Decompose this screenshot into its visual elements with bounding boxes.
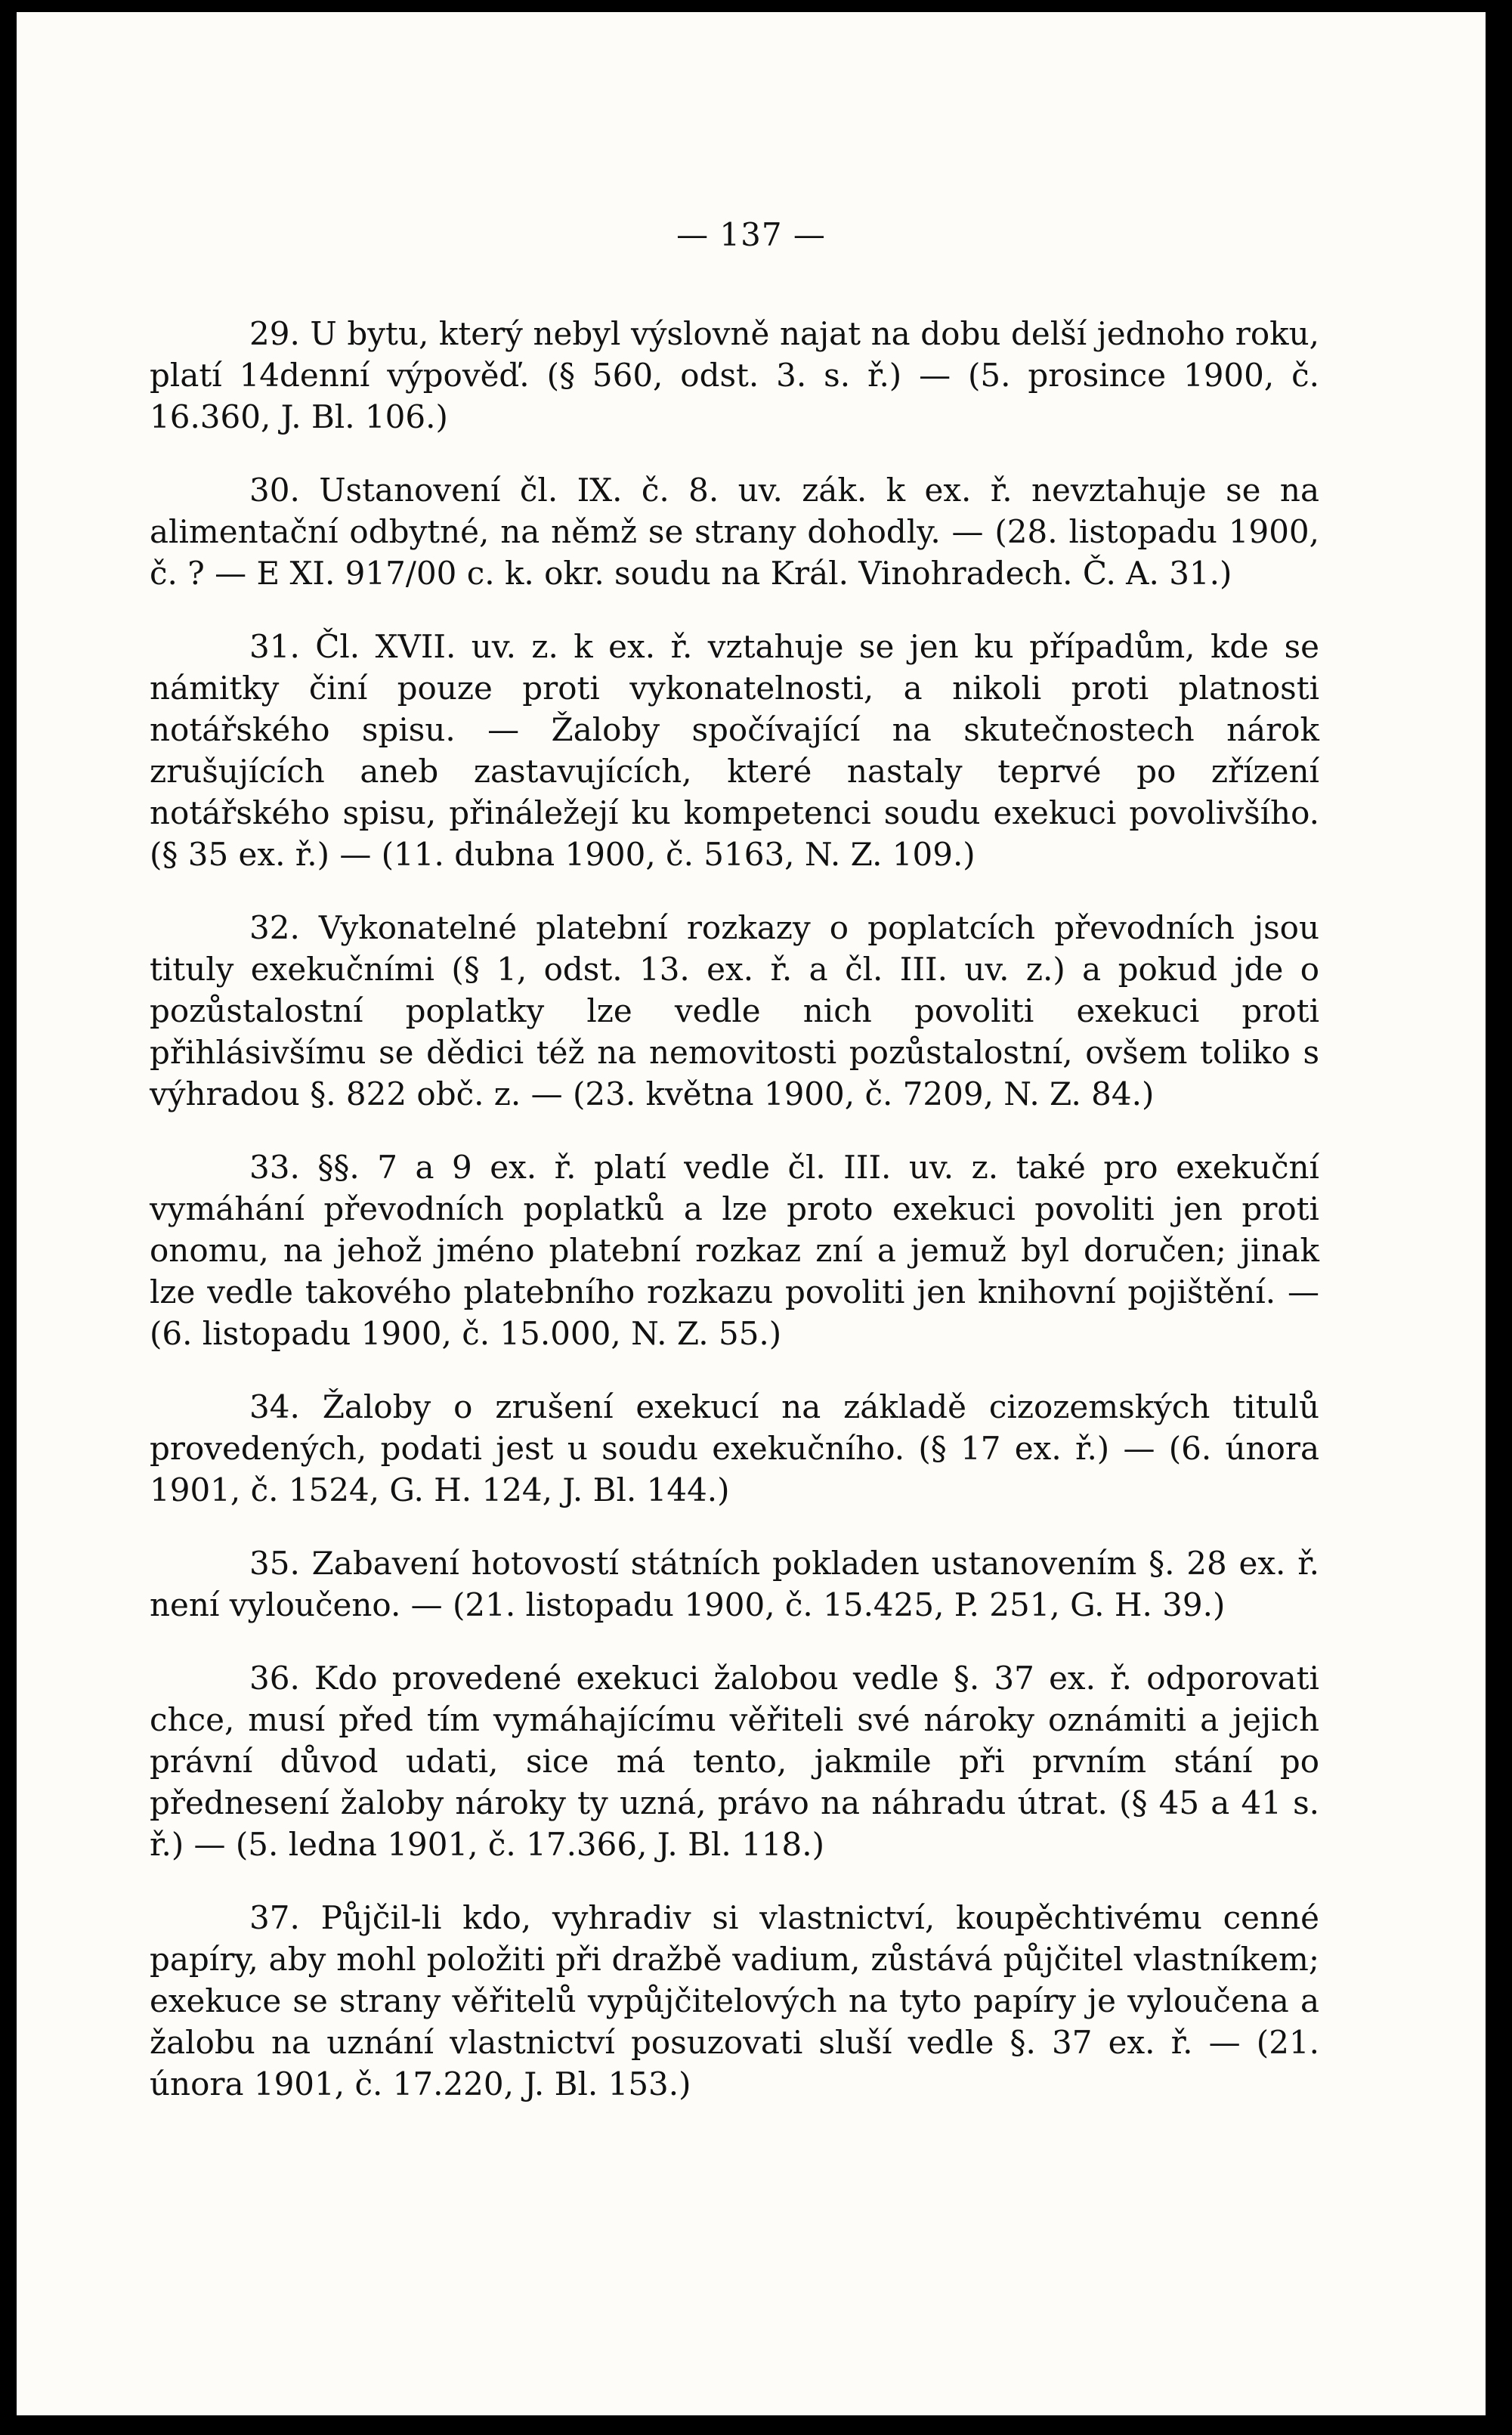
entry-text: Zabavení hotovostí státních pokladen ustanovením §. 28 ex. ř. není vyloučeno. — (21. listopadu 1900, č. 15.425, P. 251, G. H. 39.): [150, 1545, 1320, 1623]
entry-text: Ustanovení čl. IX. č. 8. uv. zák. k ex. ř. nevztahuje se na alimentační odbytné, na němž se strany dohodly. — (28. listopadu 1900, č. ? — E XI. 917/00 c. k. okr. soudu na Král. Vinohradech. Č. A. 31.): [150, 472, 1319, 592]
entry-34: [150, 1386, 1319, 1511]
entry-number: 35.: [249, 1545, 300, 1582]
entry-number: 31.: [249, 628, 300, 665]
page-number: — 137 —: [676, 216, 826, 253]
entry-text: U bytu, který nebyl výslovně najat na dobu delší jednoho roku, platí 14denní výpověď. (§ 560, odst. 3. s. ř.) — (5. prosince 1900, č. 16.360, J. Bl. 106.): [150, 315, 1319, 435]
entry-number: 36.: [249, 1660, 300, 1697]
entry-number: 29.: [249, 315, 300, 352]
entry-32: [150, 907, 1319, 1115]
entry-31: [150, 626, 1319, 875]
entry-30: [150, 469, 1319, 594]
entry-text: Půjčil-li kdo, vyhradiv si vlastnictví, koupěchtivému cenné papíry, aby mohl položiti při dražbě vadium, zůstává půjčitel vlastníkem; exekuce se strany věřitelů vypůjčitelových na tyto papíry je vyloučena a žalobu na uznání vlastnictví posuzovati sluší vedle §. 37 ex. ř. — (21. února 1901, č. 17.220, J. Bl. 153.): [150, 1899, 1319, 2102]
entry-37: [150, 1897, 1319, 2105]
entry-text: Vykonatelné platební rozkazy o poplatcích převodních jsou tituly exekučními (§ 1, odst. 13. ex. ř. a čl. III. uv. z.) a pokud jde o pozůstalostní poplatky lze vedle nich povoliti exekuci proti přihlásivšímu se dědici též na nemovitosti pozůstalostní, ovšem toliko s výhradou §. 822 obč. z. — (23. května 1900, č. 7209, N. Z. 84.): [150, 909, 1319, 1112]
entry-number: 32.: [249, 909, 300, 946]
entry-number: 34.: [249, 1388, 300, 1425]
entry-35: [150, 1542, 1319, 1626]
entry-text: §§. 7 a 9 ex. ř. platí vedle čl. III. uv. z. také pro exekuční vymáhání převodních poplatků a lze proto exekuci povoliti jen proti onomu, na jehož jméno platební rozkaz zní a jemuž byl doručen; jinak lze vedle takového platebního rozkazu povoliti jen knihovní pojištění. — (6. listopadu 1900, č. 15.000, N. Z. 55.): [150, 1149, 1319, 1352]
page-body: [150, 313, 1319, 2136]
entry-text: Kdo provedené exekuci žalobou vedle §. 37 ex. ř. odporovati chce, musí před tím vymáhajícímu věřiteli své nároky oznámiti a jejich právní důvod udati, sice má tento, jakmile při prvním stání po přednesení žaloby nároky ty uzná, právo na náhradu útrat. (§ 45 a 41 s. ř.) — (5. ledna 1901, č. 17.366, J. Bl. 118.): [150, 1660, 1319, 1863]
entry-text: Čl. XVII. uv. z. k ex. ř. vztahuje se jen ku případům, kde se námitky činí pouze proti vykonatelnosti, a nikoli proti platnosti notářského spisu. — Žaloby spočívající na skutečnostech nárok zrušujících aneb zastavujících, které nastaly teprvé po zřízení notářského spisu, přináležejí ku kompetenci soudu exekuci povolivšího. (§ 35 ex. ř.) — (11. dubna 1900, č. 5163, N. Z. 109.): [150, 628, 1319, 873]
entry-number: 30.: [249, 472, 300, 509]
entry-36: [150, 1657, 1319, 1865]
entry-text: Žaloby o zrušení exekucí na základě cizozemských titulů provedených, podati jest u soudu exekučního. (§ 17 ex. ř.) — (6. února 1901, č. 1524, G. H. 124, J. Bl. 144.): [150, 1388, 1319, 1508]
entry-29: [150, 313, 1319, 438]
entry-33: [150, 1146, 1319, 1354]
book-page: [17, 12, 1486, 2415]
entry-number: 37.: [249, 1899, 300, 1936]
entry-number: 33.: [249, 1149, 300, 1186]
